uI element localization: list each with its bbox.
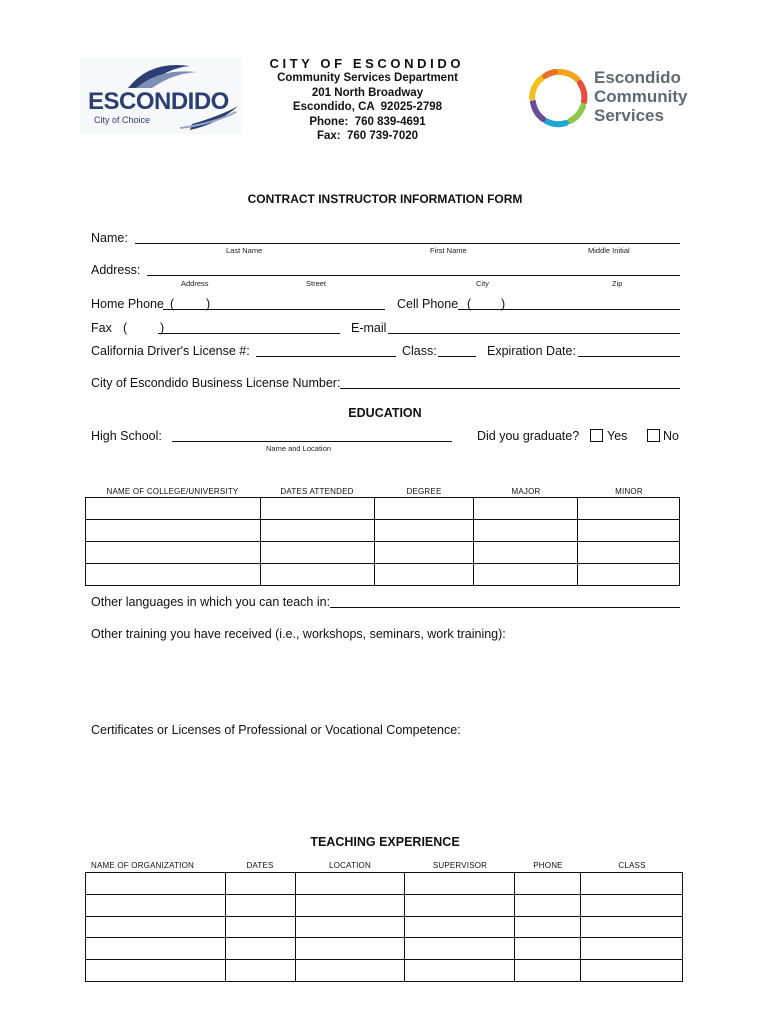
name-sub-last: Last Name <box>226 246 263 255</box>
other-languages-label: Other languages in which you can teach in: <box>91 595 331 609</box>
high-school-sub: Name and Location <box>266 444 332 453</box>
community-services-logo <box>526 64 698 134</box>
name-field[interactable] <box>135 243 680 244</box>
address-sub-address: Address <box>181 279 209 288</box>
table-cell[interactable] <box>260 564 374 586</box>
dept-street: 201 North Broadway <box>311 86 424 99</box>
business-license-label: City of Escondido Business License Number: <box>91 376 341 390</box>
table-cell[interactable] <box>374 542 474 564</box>
cell-phone-field[interactable] <box>458 309 680 310</box>
table-row <box>86 894 683 916</box>
table-cell[interactable] <box>86 520 261 542</box>
dept-citystate: Escondido, CA 92025-2798 <box>292 101 443 113</box>
home-phone-paren-open: ( <box>170 297 175 311</box>
teach-col-org: NAME OF ORGANIZATION <box>91 861 194 870</box>
cs-logo-line1: Escondido <box>594 68 681 87</box>
table-cell[interactable] <box>515 873 581 895</box>
email-field[interactable] <box>388 333 680 334</box>
table-cell[interactable] <box>225 894 295 916</box>
high-school-field[interactable] <box>172 441 452 442</box>
table-cell[interactable] <box>474 520 578 542</box>
teach-col-dates: DATES <box>246 861 274 870</box>
table-cell[interactable] <box>86 938 226 960</box>
cs-logo-line3: Services <box>594 106 664 125</box>
business-license-field[interactable] <box>340 388 680 389</box>
table-cell[interactable] <box>86 894 226 916</box>
address-sub-city: City <box>476 279 489 288</box>
table-cell[interactable] <box>86 916 226 938</box>
home-phone-paren-close: ) <box>206 297 211 311</box>
edu-col-minor: MINOR <box>615 487 643 496</box>
table-cell[interactable] <box>86 564 261 586</box>
expiration-label: Expiration Date: <box>487 344 576 358</box>
cell-phone-paren-close: ) <box>501 297 506 311</box>
dept-name: Community Services Department <box>277 72 458 84</box>
cell-phone-label: Cell Phone <box>397 297 459 311</box>
other-languages-field[interactable] <box>330 607 680 608</box>
teach-col-supervisor: SUPERVISOR <box>432 861 488 870</box>
table-cell[interactable] <box>295 960 405 982</box>
home-phone-field[interactable] <box>163 309 385 310</box>
dept-fax: Fax: 760 739-7020 <box>316 130 419 142</box>
table-cell[interactable] <box>578 520 680 542</box>
table-cell[interactable] <box>295 938 405 960</box>
ring-icon <box>526 66 590 130</box>
graduate-no-label: No <box>663 429 679 443</box>
table-cell[interactable] <box>578 564 680 586</box>
table-cell[interactable] <box>295 873 405 895</box>
escondido-logo-tagline: City of Choice <box>94 115 151 125</box>
table-cell[interactable] <box>405 873 515 895</box>
graduate-no-checkbox[interactable] <box>647 429 660 442</box>
fax-paren-open: ( <box>123 321 128 335</box>
table-cell[interactable] <box>86 873 226 895</box>
edu-col-dates: DATES ATTENDED <box>280 487 354 496</box>
table-cell[interactable] <box>515 938 581 960</box>
fax-paren-close: ) <box>160 321 165 335</box>
edu-col-major: MAJOR <box>511 487 541 496</box>
table-cell[interactable] <box>260 542 374 564</box>
table-cell[interactable] <box>86 498 261 520</box>
edu-col-degree: DEGREE <box>406 487 442 496</box>
certificates-area[interactable] <box>91 741 680 826</box>
table-cell[interactable] <box>474 542 578 564</box>
form-title: CONTRACT INSTRUCTOR INFORMATION FORM <box>247 192 523 206</box>
teaching-table <box>85 872 683 982</box>
teach-col-phone: PHONE <box>533 861 563 870</box>
table-row <box>86 542 680 564</box>
table-cell[interactable] <box>515 960 581 982</box>
license-field[interactable] <box>256 356 396 357</box>
certificates-label: Certificates or Licenses of Professional or Vocational Competence: <box>91 723 461 737</box>
table-cell[interactable] <box>515 916 581 938</box>
teach-col-location: LOCATION <box>329 861 371 870</box>
edu-col-college: NAME OF COLLEGE/UNIVERSITY <box>106 487 239 496</box>
table-cell[interactable] <box>295 894 405 916</box>
high-school-label: High School: <box>91 429 162 443</box>
fax-field[interactable] <box>158 333 340 334</box>
cs-logo-line2: Community <box>594 87 688 106</box>
table-cell[interactable] <box>474 498 578 520</box>
escondido-logo-word: ESCONDIDO <box>88 88 229 115</box>
table-cell[interactable] <box>86 960 226 982</box>
expiration-field[interactable] <box>578 356 680 357</box>
address-label: Address: <box>91 263 141 277</box>
table-cell[interactable] <box>225 873 295 895</box>
cell-phone-paren-open: ( <box>467 297 472 311</box>
name-sub-middle: Middle Initial <box>588 246 630 255</box>
fax-label: Fax <box>91 321 112 335</box>
teaching-heading: TEACHING EXPERIENCE <box>310 835 460 849</box>
graduate-question: Did you graduate? <box>477 429 580 443</box>
table-row <box>86 873 683 895</box>
table-cell[interactable] <box>474 564 578 586</box>
table-row <box>86 520 680 542</box>
email-label: E-mail <box>351 321 387 335</box>
table-cell[interactable] <box>581 916 683 938</box>
table-cell[interactable] <box>295 916 405 938</box>
table-cell[interactable] <box>225 938 295 960</box>
other-training-area[interactable] <box>91 645 680 715</box>
class-field[interactable] <box>438 356 476 357</box>
name-label: Name: <box>91 231 128 245</box>
other-training-label: Other training you have received (i.e., workshops, seminars, work training): <box>91 627 506 641</box>
education-heading: EDUCATION <box>348 406 422 420</box>
graduate-yes-checkbox[interactable] <box>590 429 603 442</box>
table-row <box>86 916 683 938</box>
table-cell[interactable] <box>581 894 683 916</box>
table-cell[interactable] <box>225 960 295 982</box>
table-cell[interactable] <box>405 894 515 916</box>
dept-phone: Phone: 760 839-4691 <box>309 115 426 128</box>
table-row <box>86 960 683 982</box>
table-cell[interactable] <box>515 894 581 916</box>
table-cell[interactable] <box>581 873 683 895</box>
table-cell[interactable] <box>581 938 683 960</box>
table-cell[interactable] <box>578 542 680 564</box>
table-cell[interactable] <box>405 938 515 960</box>
table-cell[interactable] <box>374 564 474 586</box>
table-cell[interactable] <box>405 960 515 982</box>
name-sub-first: First Name <box>430 246 467 255</box>
table-row <box>86 564 680 586</box>
license-label: California Driver's License #: <box>91 344 250 358</box>
graduate-yes-label: Yes <box>607 429 628 443</box>
address-field[interactable] <box>147 275 680 276</box>
table-cell[interactable] <box>260 498 374 520</box>
table-cell[interactable] <box>374 520 474 542</box>
home-phone-label: Home Phone <box>91 297 164 311</box>
education-table <box>85 497 680 586</box>
table-cell[interactable] <box>581 960 683 982</box>
address-sub-street: Street <box>306 279 327 288</box>
city-title: C I T Y O F E S C O N D I D O <box>269 56 461 71</box>
table-cell[interactable] <box>86 542 261 564</box>
class-label: Class: <box>402 344 437 358</box>
address-sub-zip: Zip <box>612 279 623 288</box>
table-row <box>86 498 680 520</box>
header-address-block <box>240 71 495 144</box>
table-row <box>86 938 683 960</box>
table-cell[interactable] <box>578 498 680 520</box>
table-cell[interactable] <box>260 520 374 542</box>
table-cell[interactable] <box>374 498 474 520</box>
table-cell[interactable] <box>225 916 295 938</box>
table-cell[interactable] <box>405 916 515 938</box>
teach-col-class: CLASS <box>618 861 646 870</box>
